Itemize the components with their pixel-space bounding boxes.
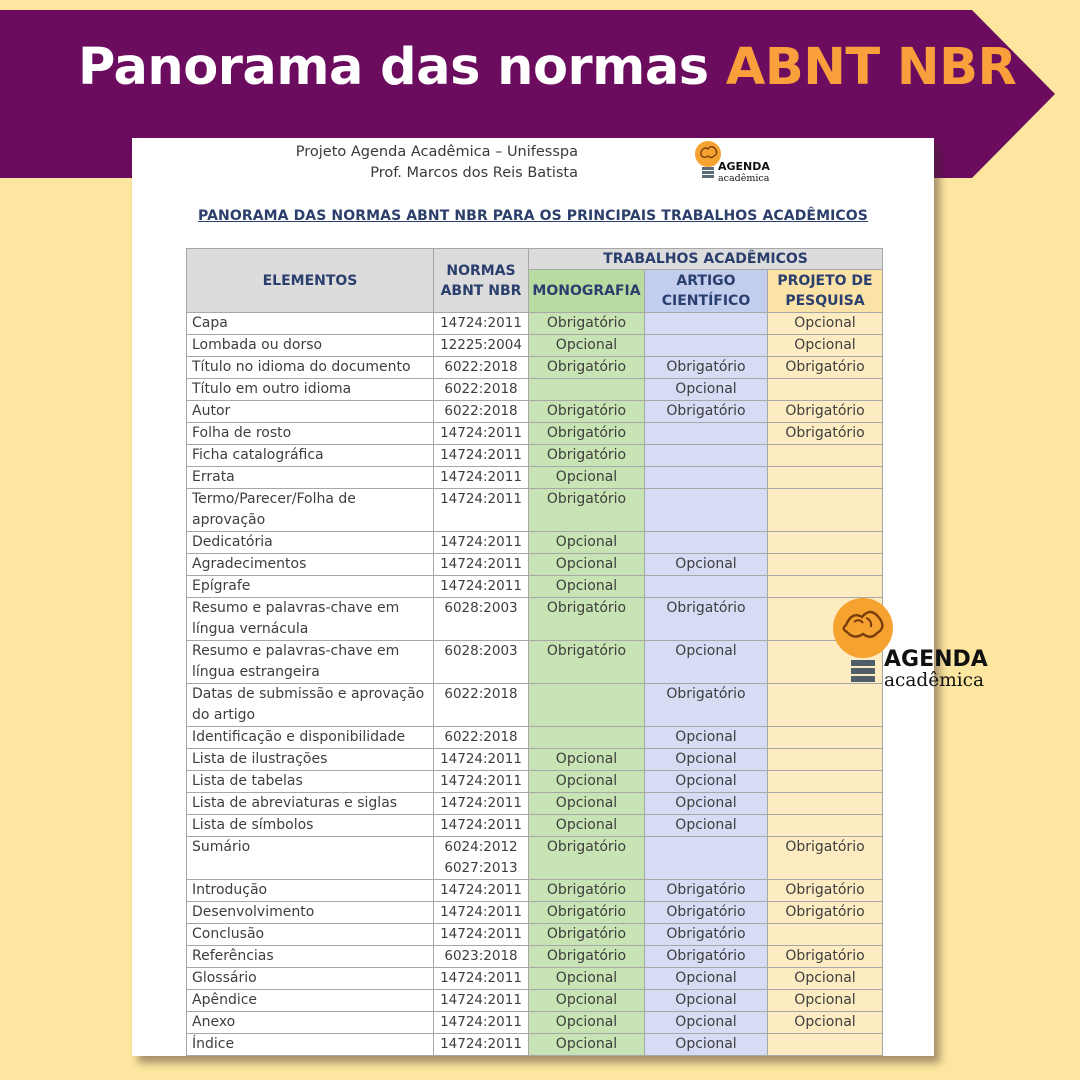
document-title: PANORAMA DAS NORMAS ABNT NBR PARA OS PRINCIPAIS TRABALHOS ACADÊMICOS — [198, 208, 868, 224]
cell-artigo: Opcional — [645, 771, 768, 793]
cell-projeto — [768, 379, 883, 401]
cell-artigo — [645, 423, 768, 445]
table-row — [187, 598, 883, 641]
cell-elemento: Capa — [187, 313, 434, 335]
cell-norma: 14724:2011 — [434, 749, 529, 771]
cell-projeto — [768, 467, 883, 489]
cell-norma: 14724:2011 — [434, 902, 529, 924]
cell-monografia: Opcional — [529, 335, 645, 357]
cell-projeto — [768, 1034, 883, 1056]
cell-monografia: Opcional — [529, 771, 645, 793]
logo-large-word2: acadêmica — [884, 670, 985, 691]
cell-monografia: Obrigatório — [529, 837, 645, 880]
cell-norma: 6028:2003 — [434, 598, 529, 641]
cell-monografia: Opcional — [529, 576, 645, 598]
table-row — [187, 423, 883, 445]
cell-projeto — [768, 924, 883, 946]
cell-elemento: Agradecimentos — [187, 554, 434, 576]
cell-elemento: Folha de rosto — [187, 423, 434, 445]
document-sheet — [132, 138, 934, 1056]
cell-artigo: Opcional — [645, 727, 768, 749]
header-trabalhos-academicos: TRABALHOS ACADÊMICOS — [529, 249, 883, 270]
cell-elemento: Dedicatória — [187, 532, 434, 554]
header-normas: NORMAS ABNT NBR — [434, 249, 529, 313]
cell-projeto — [768, 532, 883, 554]
table-row — [187, 684, 883, 727]
table-row — [187, 793, 883, 815]
cell-projeto: Obrigatório — [768, 423, 883, 445]
cell-monografia: Obrigatório — [529, 489, 645, 532]
cell-elemento: Datas de submissão e aprovação do artigo — [187, 684, 434, 727]
table-row — [187, 489, 883, 532]
cell-projeto: Obrigatório — [768, 880, 883, 902]
cell-artigo: Opcional — [645, 793, 768, 815]
cell-elemento: Lista de símbolos — [187, 815, 434, 837]
cell-monografia: Obrigatório — [529, 902, 645, 924]
cell-elemento: Referências — [187, 946, 434, 968]
cell-artigo — [645, 532, 768, 554]
cell-artigo: Opcional — [645, 379, 768, 401]
cell-projeto: Opcional — [768, 313, 883, 335]
cell-monografia: Opcional — [529, 1034, 645, 1056]
table-row — [187, 771, 883, 793]
cell-elemento: Lista de ilustrações — [187, 749, 434, 771]
cell-monografia — [529, 379, 645, 401]
table-row — [187, 968, 883, 990]
cell-elemento: Autor — [187, 401, 434, 423]
cell-projeto: Obrigatório — [768, 946, 883, 968]
cell-artigo: Obrigatório — [645, 401, 768, 423]
cell-elemento: Glossário — [187, 968, 434, 990]
cell-norma: 14724:2011 — [434, 1034, 529, 1056]
cell-projeto — [768, 793, 883, 815]
cell-projeto — [768, 576, 883, 598]
title-accent: ABNT NBR — [725, 38, 1017, 97]
cell-artigo: Obrigatório — [645, 598, 768, 641]
table-row — [187, 554, 883, 576]
cell-monografia: Opcional — [529, 532, 645, 554]
cell-elemento: Anexo — [187, 1012, 434, 1034]
cell-elemento: Desenvolvimento — [187, 902, 434, 924]
cell-elemento: Lista de tabelas — [187, 771, 434, 793]
cell-artigo — [645, 576, 768, 598]
cell-monografia: Opcional — [529, 1012, 645, 1034]
cell-artigo: Obrigatório — [645, 924, 768, 946]
cell-projeto — [768, 727, 883, 749]
cell-monografia: Obrigatório — [529, 445, 645, 467]
table-row — [187, 990, 883, 1012]
cell-projeto: Opcional — [768, 335, 883, 357]
table-row — [187, 576, 883, 598]
table-row — [187, 467, 883, 489]
cell-norma: 14724:2011 — [434, 793, 529, 815]
cell-elemento: Termo/Parecer/Folha de aprovação — [187, 489, 434, 532]
cell-artigo: Obrigatório — [645, 357, 768, 379]
cell-monografia: Opcional — [529, 968, 645, 990]
table-row — [187, 946, 883, 968]
cell-artigo — [645, 335, 768, 357]
cell-artigo — [645, 467, 768, 489]
cell-projeto — [768, 445, 883, 467]
cell-norma: 6022:2018 — [434, 684, 529, 727]
agenda-academica-logo — [692, 138, 782, 188]
cell-projeto: Opcional — [768, 990, 883, 1012]
cell-norma: 14724:2011 — [434, 532, 529, 554]
cell-monografia: Obrigatório — [529, 924, 645, 946]
cell-elemento: Título no idioma do documento — [187, 357, 434, 379]
cell-norma: 14724:2011 — [434, 467, 529, 489]
cell-norma: 14724:2011 — [434, 423, 529, 445]
cell-norma: 6024:2012 6027:2013 — [434, 837, 529, 880]
title-main: Panorama das normas — [78, 38, 709, 97]
header-project: Projeto Agenda Acadêmica – Unifesspa — [295, 144, 578, 160]
cell-artigo — [645, 313, 768, 335]
cell-artigo: Obrigatório — [645, 880, 768, 902]
cell-artigo: Opcional — [645, 1012, 768, 1034]
table-row — [187, 902, 883, 924]
header-monografia: MONOGRAFIA — [529, 270, 645, 313]
table-row — [187, 837, 883, 880]
cell-monografia: Obrigatório — [529, 423, 645, 445]
cell-monografia: Obrigatório — [529, 357, 645, 379]
cell-artigo: Obrigatório — [645, 946, 768, 968]
cell-artigo: Obrigatório — [645, 902, 768, 924]
abnt-norms-table — [186, 248, 883, 1056]
cell-elemento: Identificação e disponibilidade — [187, 727, 434, 749]
table-row — [187, 401, 883, 423]
cell-monografia: Obrigatório — [529, 641, 645, 684]
agenda-academica-logo-large — [830, 598, 1010, 702]
cell-elemento: Apêndice — [187, 990, 434, 1012]
cell-norma: 14724:2011 — [434, 313, 529, 335]
cell-norma: 6028:2003 — [434, 641, 529, 684]
cell-artigo: Obrigatório — [645, 684, 768, 727]
cell-norma: 14724:2011 — [434, 445, 529, 467]
cell-elemento: Lista de abreviaturas e siglas — [187, 793, 434, 815]
cell-norma: 14724:2011 — [434, 554, 529, 576]
cell-projeto: Obrigatório — [768, 902, 883, 924]
cell-elemento: Resumo e palavras-chave em língua vernácula — [187, 598, 434, 641]
cell-artigo — [645, 837, 768, 880]
cell-monografia: Opcional — [529, 749, 645, 771]
cell-artigo — [645, 489, 768, 532]
header-elementos: ELEMENTOS — [187, 249, 434, 313]
cell-monografia: Obrigatório — [529, 946, 645, 968]
cell-norma: 14724:2011 — [434, 815, 529, 837]
table-row — [187, 641, 883, 684]
table-row — [187, 335, 883, 357]
cell-monografia: Opcional — [529, 467, 645, 489]
cell-artigo: Opcional — [645, 554, 768, 576]
cell-norma: 14724:2011 — [434, 771, 529, 793]
table-row — [187, 1012, 883, 1034]
cell-monografia: Obrigatório — [529, 598, 645, 641]
cell-artigo: Opcional — [645, 815, 768, 837]
cell-elemento: Conclusão — [187, 924, 434, 946]
cell-norma: 12225:2004 — [434, 335, 529, 357]
cell-monografia: Opcional — [529, 554, 645, 576]
logo-small-word1: AGENDA — [718, 160, 770, 173]
cell-norma: 14724:2011 — [434, 968, 529, 990]
logo-large-word1: AGENDA — [884, 647, 988, 672]
cell-elemento: Sumário — [187, 837, 434, 880]
cell-projeto: Obrigatório — [768, 357, 883, 379]
cell-norma: 14724:2011 — [434, 990, 529, 1012]
cell-elemento: Introdução — [187, 880, 434, 902]
cell-norma: 14724:2011 — [434, 576, 529, 598]
table-row — [187, 924, 883, 946]
cell-artigo: Opcional — [645, 1034, 768, 1056]
logo-small-word2: acadêmica — [718, 173, 770, 184]
cell-elemento: Errata — [187, 467, 434, 489]
cell-norma: 6023:2018 — [434, 946, 529, 968]
cell-norma: 6022:2018 — [434, 357, 529, 379]
table-row — [187, 379, 883, 401]
cell-monografia — [529, 684, 645, 727]
cell-projeto: Opcional — [768, 968, 883, 990]
cell-projeto — [768, 749, 883, 771]
table-row — [187, 357, 883, 379]
table-row — [187, 880, 883, 902]
header-projeto-de-pesquisa: PROJETO DE PESQUISA — [768, 270, 883, 313]
cell-monografia: Obrigatório — [529, 401, 645, 423]
cell-norma: 6022:2018 — [434, 379, 529, 401]
cell-elemento: Ficha catalográfica — [187, 445, 434, 467]
cell-elemento: Resumo e palavras-chave em língua estrangeira — [187, 641, 434, 684]
cell-elemento: Lombada ou dorso — [187, 335, 434, 357]
table-row — [187, 749, 883, 771]
cell-monografia — [529, 727, 645, 749]
header-artigo-cientifico: ARTIGO CIENTÍFICO — [645, 270, 768, 313]
header-professor: Prof. Marcos dos Reis Batista — [370, 165, 578, 181]
cell-monografia: Opcional — [529, 815, 645, 837]
cell-projeto: Opcional — [768, 1012, 883, 1034]
cell-elemento: Epígrafe — [187, 576, 434, 598]
cell-monografia: Opcional — [529, 793, 645, 815]
cell-norma: 14724:2011 — [434, 924, 529, 946]
cell-norma: 14724:2011 — [434, 1012, 529, 1034]
cell-norma: 6022:2018 — [434, 727, 529, 749]
cell-monografia: Obrigatório — [529, 880, 645, 902]
cell-monografia: Opcional — [529, 990, 645, 1012]
cell-artigo: Opcional — [645, 990, 768, 1012]
cell-norma: 14724:2011 — [434, 489, 529, 532]
cell-elemento: Título em outro idioma — [187, 379, 434, 401]
table-row — [187, 313, 883, 335]
table-row — [187, 815, 883, 837]
table-row — [187, 445, 883, 467]
cell-artigo: Opcional — [645, 968, 768, 990]
cell-norma: 6022:2018 — [434, 401, 529, 423]
cell-monografia: Obrigatório — [529, 313, 645, 335]
page-title — [78, 38, 1016, 97]
cell-projeto — [768, 771, 883, 793]
table-row — [187, 532, 883, 554]
cell-elemento: Índice — [187, 1034, 434, 1056]
cell-artigo: Opcional — [645, 641, 768, 684]
cell-projeto — [768, 554, 883, 576]
cell-projeto — [768, 815, 883, 837]
table-row — [187, 727, 883, 749]
cell-projeto: Obrigatório — [768, 401, 883, 423]
cell-artigo — [645, 445, 768, 467]
cell-artigo: Opcional — [645, 749, 768, 771]
cell-projeto: Obrigatório — [768, 837, 883, 880]
cell-projeto — [768, 489, 883, 532]
table-row — [187, 1034, 883, 1056]
cell-norma: 14724:2011 — [434, 880, 529, 902]
